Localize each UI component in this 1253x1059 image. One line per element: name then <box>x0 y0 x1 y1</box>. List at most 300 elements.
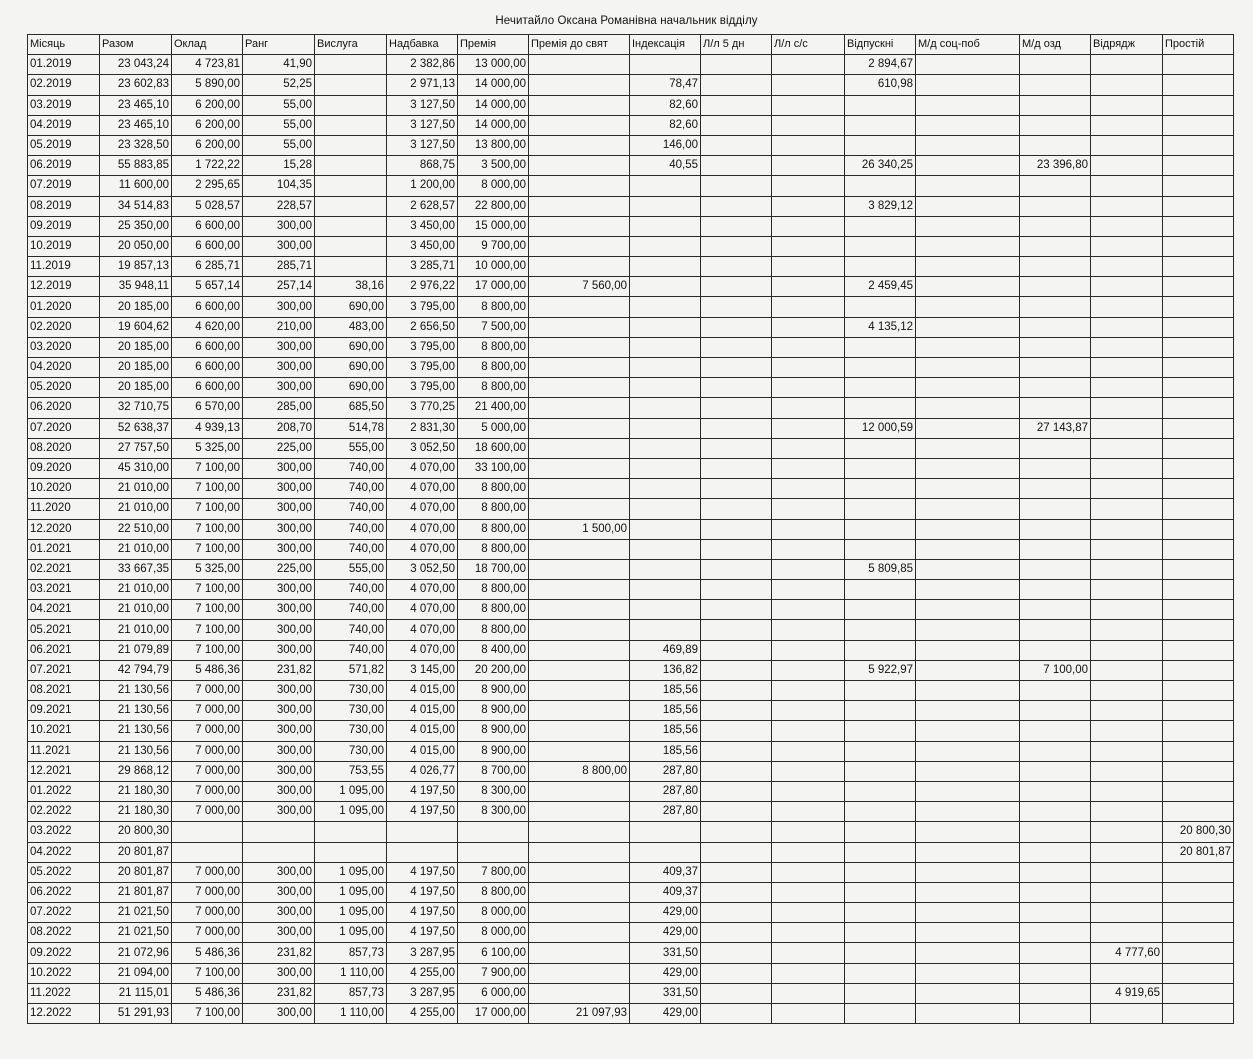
table-cell <box>916 640 1020 660</box>
table-cell: 3 795,00 <box>387 297 458 317</box>
table-cell <box>772 458 845 478</box>
table-cell: 21 094,00 <box>100 963 172 983</box>
month-cell: 07.2020 <box>28 418 100 438</box>
table-cell <box>630 257 701 277</box>
table-cell <box>916 297 1020 317</box>
table-cell <box>529 458 630 478</box>
table-cell <box>529 741 630 761</box>
table-cell <box>630 580 701 600</box>
table-cell: 3 287,95 <box>387 943 458 963</box>
table-cell <box>1091 75 1163 95</box>
table-cell <box>772 1004 845 1024</box>
table-cell <box>772 115 845 135</box>
table-cell: 7 500,00 <box>458 317 529 337</box>
table-cell <box>772 317 845 337</box>
table-cell <box>845 95 916 115</box>
table-cell: 23 465,10 <box>100 115 172 135</box>
table-cell: 52 638,37 <box>100 418 172 438</box>
table-cell <box>916 943 1020 963</box>
table-cell: 7 000,00 <box>172 721 243 741</box>
table-cell <box>845 438 916 458</box>
table-cell <box>845 176 916 196</box>
table-cell: 15,28 <box>243 156 315 176</box>
table-cell: 300,00 <box>243 963 315 983</box>
table-cell <box>1163 55 1234 75</box>
table-cell <box>1091 257 1163 277</box>
table-cell <box>1020 681 1091 701</box>
table-row <box>28 822 1234 842</box>
table-cell <box>1091 882 1163 902</box>
month-cell: 04.2020 <box>28 358 100 378</box>
table-cell <box>916 842 1020 862</box>
table-cell <box>630 842 701 862</box>
table-cell <box>772 822 845 842</box>
table-cell: 8 300,00 <box>458 802 529 822</box>
table-cell: 2 894,67 <box>845 55 916 75</box>
table-cell: 7 100,00 <box>172 620 243 640</box>
table-cell <box>630 438 701 458</box>
table-cell <box>1020 458 1091 478</box>
table-cell <box>1163 882 1234 902</box>
table-cell <box>772 660 845 680</box>
table-cell <box>1091 802 1163 822</box>
table-cell <box>1091 55 1163 75</box>
table-cell: 21 021,50 <box>100 903 172 923</box>
table-cell: 300,00 <box>243 479 315 499</box>
table-cell <box>916 196 1020 216</box>
column-header: Вислуга <box>315 35 387 55</box>
table-cell <box>845 640 916 660</box>
table-cell <box>529 559 630 579</box>
table-cell: 300,00 <box>243 236 315 256</box>
table-cell: 7 000,00 <box>172 701 243 721</box>
table-cell: 21 072,96 <box>100 943 172 963</box>
table-cell: 225,00 <box>243 559 315 579</box>
table-cell <box>1020 721 1091 741</box>
table-cell <box>1020 580 1091 600</box>
table-cell: 20 801,87 <box>100 862 172 882</box>
table-cell: 8 900,00 <box>458 701 529 721</box>
table-cell <box>315 135 387 155</box>
month-cell: 03.2021 <box>28 580 100 600</box>
table-cell: 4 939,13 <box>172 418 243 438</box>
table-cell <box>1163 317 1234 337</box>
table-cell <box>772 337 845 357</box>
table-cell: 32 710,75 <box>100 398 172 418</box>
table-cell <box>916 176 1020 196</box>
table-cell <box>845 681 916 701</box>
table-cell: 690,00 <box>315 378 387 398</box>
table-cell: 13 800,00 <box>458 135 529 155</box>
table-cell <box>916 559 1020 579</box>
table-cell <box>529 721 630 741</box>
table-row <box>28 701 1234 721</box>
table-cell <box>1020 95 1091 115</box>
table-cell <box>315 55 387 75</box>
table-cell <box>1020 297 1091 317</box>
table-cell <box>916 135 1020 155</box>
table-cell: 8 800,00 <box>458 519 529 539</box>
table-cell: 300,00 <box>243 1004 315 1024</box>
table-cell <box>1020 761 1091 781</box>
table-cell <box>701 943 772 963</box>
table-cell <box>845 963 916 983</box>
table-cell <box>1091 479 1163 499</box>
table-row <box>28 802 1234 822</box>
table-cell <box>1163 216 1234 236</box>
month-cell: 12.2021 <box>28 761 100 781</box>
table-cell: 8 800,00 <box>458 620 529 640</box>
month-cell: 12.2020 <box>28 519 100 539</box>
table-cell: 7 000,00 <box>172 903 243 923</box>
header-row <box>28 35 1234 55</box>
table-row <box>28 963 1234 983</box>
table-cell: 4 197,50 <box>387 781 458 801</box>
table-cell: 5 325,00 <box>172 438 243 458</box>
table-cell: 20 185,00 <box>100 337 172 357</box>
month-cell: 05.2019 <box>28 135 100 155</box>
table-cell <box>916 681 1020 701</box>
table-row <box>28 923 1234 943</box>
table-cell <box>701 216 772 236</box>
table-cell: 857,73 <box>315 943 387 963</box>
table-cell: 14 000,00 <box>458 95 529 115</box>
table-cell: 4 197,50 <box>387 923 458 943</box>
table-cell <box>1091 337 1163 357</box>
table-cell <box>1091 95 1163 115</box>
table-cell <box>1020 781 1091 801</box>
table-cell <box>845 499 916 519</box>
table-cell: 45 310,00 <box>100 458 172 478</box>
column-header: Місяць <box>28 35 100 55</box>
table-cell <box>701 741 772 761</box>
table-cell <box>243 842 315 862</box>
table-cell <box>772 620 845 640</box>
table-row <box>28 196 1234 216</box>
month-cell: 03.2019 <box>28 95 100 115</box>
table-cell: 13 000,00 <box>458 55 529 75</box>
table-cell <box>701 95 772 115</box>
table-cell: 4 026,77 <box>387 761 458 781</box>
table-cell: 3 052,50 <box>387 438 458 458</box>
table-cell: 287,80 <box>630 781 701 801</box>
table-cell <box>1163 903 1234 923</box>
table-cell: 55,00 <box>243 95 315 115</box>
table-cell <box>701 539 772 559</box>
table-cell <box>701 862 772 882</box>
table-cell <box>845 297 916 317</box>
table-cell <box>772 721 845 741</box>
table-cell: 8 000,00 <box>458 923 529 943</box>
table-cell <box>772 418 845 438</box>
table-cell <box>772 580 845 600</box>
table-cell: 20 801,87 <box>1163 842 1234 862</box>
table-cell: 20 185,00 <box>100 378 172 398</box>
table-cell: 4 197,50 <box>387 903 458 923</box>
table-cell <box>1091 277 1163 297</box>
table-cell <box>916 862 1020 882</box>
table-cell <box>1163 983 1234 1003</box>
table-cell: 52,25 <box>243 75 315 95</box>
table-cell: 4 723,81 <box>172 55 243 75</box>
table-cell: 6 200,00 <box>172 135 243 155</box>
table-cell <box>701 802 772 822</box>
table-cell <box>772 499 845 519</box>
table-cell: 740,00 <box>315 580 387 600</box>
table-cell: 21 021,50 <box>100 923 172 943</box>
table-cell: 2 295,65 <box>172 176 243 196</box>
table-cell <box>772 943 845 963</box>
table-cell: 21 801,87 <box>100 882 172 902</box>
table-cell: 685,50 <box>315 398 387 418</box>
table-cell: 185,56 <box>630 721 701 741</box>
table-cell <box>1163 862 1234 882</box>
table-cell <box>529 196 630 216</box>
table-cell: 27 757,50 <box>100 438 172 458</box>
table-cell <box>1020 862 1091 882</box>
month-cell: 05.2022 <box>28 862 100 882</box>
table-cell <box>916 216 1020 236</box>
table-cell <box>630 277 701 297</box>
table-cell <box>701 458 772 478</box>
table-cell: 6 200,00 <box>172 95 243 115</box>
table-cell <box>1163 378 1234 398</box>
table-cell: 4 255,00 <box>387 1004 458 1024</box>
table-row <box>28 418 1234 438</box>
table-cell <box>1020 802 1091 822</box>
table-cell <box>772 903 845 923</box>
table-cell: 3 127,50 <box>387 95 458 115</box>
table-cell <box>1163 418 1234 438</box>
column-header: Ранг <box>243 35 315 55</box>
table-cell <box>916 236 1020 256</box>
month-cell: 01.2019 <box>28 55 100 75</box>
table-cell <box>1163 277 1234 297</box>
month-cell: 06.2021 <box>28 640 100 660</box>
table-cell: 4 015,00 <box>387 741 458 761</box>
table-cell <box>916 317 1020 337</box>
table-cell: 287,80 <box>630 802 701 822</box>
table-cell <box>701 842 772 862</box>
table-cell <box>529 539 630 559</box>
table-cell <box>701 196 772 216</box>
table-cell <box>701 781 772 801</box>
table-cell <box>701 236 772 256</box>
month-cell: 07.2019 <box>28 176 100 196</box>
table-cell <box>772 741 845 761</box>
table-cell: 300,00 <box>243 640 315 660</box>
table-cell <box>845 943 916 963</box>
table-cell: 690,00 <box>315 358 387 378</box>
table-cell <box>630 822 701 842</box>
table-cell <box>1163 297 1234 317</box>
table-cell <box>529 983 630 1003</box>
table-cell: 4 620,00 <box>172 317 243 337</box>
table-cell: 6 000,00 <box>458 983 529 1003</box>
table-cell: 3 450,00 <box>387 216 458 236</box>
table-cell <box>529 640 630 660</box>
table-cell: 483,00 <box>315 317 387 337</box>
table-cell <box>701 983 772 1003</box>
table-cell <box>529 378 630 398</box>
table-cell <box>845 741 916 761</box>
table-row <box>28 479 1234 499</box>
column-header: Надбавка <box>387 35 458 55</box>
table-cell: 7 560,00 <box>529 277 630 297</box>
table-cell: 8 800,00 <box>458 499 529 519</box>
table-cell <box>845 600 916 620</box>
table-cell <box>701 923 772 943</box>
table-cell: 20 185,00 <box>100 297 172 317</box>
table-cell: 23 602,83 <box>100 75 172 95</box>
table-cell: 6 100,00 <box>458 943 529 963</box>
table-cell: 300,00 <box>243 802 315 822</box>
table-row <box>28 75 1234 95</box>
table-cell: 7 100,00 <box>172 580 243 600</box>
column-header: М/д озд <box>1020 35 1091 55</box>
table-cell <box>916 802 1020 822</box>
table-cell <box>1163 479 1234 499</box>
table-row <box>28 983 1234 1003</box>
table-cell <box>1020 822 1091 842</box>
table-cell: 285,71 <box>243 257 315 277</box>
table-cell <box>1020 741 1091 761</box>
table-cell <box>1020 1004 1091 1024</box>
table-cell <box>1091 963 1163 983</box>
table-cell: 7 800,00 <box>458 862 529 882</box>
table-cell: 300,00 <box>243 781 315 801</box>
table-cell: 8 800,00 <box>458 479 529 499</box>
table-cell: 4 015,00 <box>387 721 458 741</box>
table-cell <box>630 620 701 640</box>
table-cell <box>630 236 701 256</box>
table-row <box>28 943 1234 963</box>
month-cell: 09.2020 <box>28 458 100 478</box>
table-cell: 22 800,00 <box>458 196 529 216</box>
column-header: Л/л 5 дн <box>701 35 772 55</box>
table-cell <box>701 660 772 680</box>
table-row <box>28 640 1234 660</box>
table-cell <box>772 882 845 902</box>
table-cell <box>529 781 630 801</box>
table-cell <box>1020 842 1091 862</box>
table-cell <box>172 842 243 862</box>
table-cell <box>1020 519 1091 539</box>
table-cell <box>701 822 772 842</box>
table-cell <box>1091 236 1163 256</box>
table-cell <box>701 559 772 579</box>
table-cell <box>845 903 916 923</box>
table-cell <box>1091 135 1163 155</box>
table-cell <box>1091 358 1163 378</box>
table-cell: 8 300,00 <box>458 781 529 801</box>
table-row <box>28 378 1234 398</box>
table-cell: 690,00 <box>315 337 387 357</box>
table-cell <box>845 781 916 801</box>
month-cell: 04.2021 <box>28 600 100 620</box>
table-cell: 7 000,00 <box>172 781 243 801</box>
table-cell: 29 868,12 <box>100 761 172 781</box>
table-cell <box>916 75 1020 95</box>
table-cell: 5 325,00 <box>172 559 243 579</box>
table-cell: 82,60 <box>630 115 701 135</box>
table-cell: 228,57 <box>243 196 315 216</box>
table-cell <box>630 458 701 478</box>
table-cell <box>315 75 387 95</box>
table-cell: 15 000,00 <box>458 216 529 236</box>
table-cell <box>845 236 916 256</box>
table-cell <box>845 580 916 600</box>
table-cell <box>701 398 772 418</box>
table-cell <box>845 822 916 842</box>
table-cell <box>529 55 630 75</box>
table-cell: 6 600,00 <box>172 297 243 317</box>
table-cell <box>916 721 1020 741</box>
table-cell <box>701 600 772 620</box>
table-cell <box>916 115 1020 135</box>
table-cell: 17 000,00 <box>458 277 529 297</box>
month-cell: 11.2022 <box>28 983 100 1003</box>
table-cell <box>1091 640 1163 660</box>
table-cell: 2 459,45 <box>845 277 916 297</box>
table-cell <box>845 479 916 499</box>
month-cell: 08.2020 <box>28 438 100 458</box>
table-cell: 2 976,22 <box>387 277 458 297</box>
table-cell: 4 070,00 <box>387 620 458 640</box>
table-cell: 1 722,22 <box>172 156 243 176</box>
table-cell: 300,00 <box>243 903 315 923</box>
table-cell: 6 200,00 <box>172 115 243 135</box>
month-cell: 02.2020 <box>28 317 100 337</box>
table-cell: 21 010,00 <box>100 539 172 559</box>
table-cell <box>701 701 772 721</box>
table-cell: 7 100,00 <box>172 963 243 983</box>
table-cell <box>315 822 387 842</box>
table-row <box>28 358 1234 378</box>
table-cell <box>1091 862 1163 882</box>
table-cell: 4 070,00 <box>387 580 458 600</box>
table-cell <box>772 176 845 196</box>
month-cell: 10.2021 <box>28 721 100 741</box>
table-cell: 7 100,00 <box>172 479 243 499</box>
table-cell <box>630 358 701 378</box>
table-cell: 3 450,00 <box>387 236 458 256</box>
table-cell <box>701 317 772 337</box>
table-cell <box>701 882 772 902</box>
table-cell <box>1020 398 1091 418</box>
table-cell <box>1163 75 1234 95</box>
table-cell <box>1163 660 1234 680</box>
table-cell: 8 700,00 <box>458 761 529 781</box>
table-cell: 146,00 <box>630 135 701 155</box>
table-cell <box>1020 236 1091 256</box>
table-cell: 8 000,00 <box>458 176 529 196</box>
table-cell <box>772 156 845 176</box>
table-row <box>28 438 1234 458</box>
table-cell <box>916 580 1020 600</box>
table-cell <box>701 963 772 983</box>
table-cell: 6 570,00 <box>172 398 243 418</box>
table-cell <box>1091 721 1163 741</box>
table-cell <box>916 358 1020 378</box>
table-cell: 3 500,00 <box>458 156 529 176</box>
table-cell: 25 350,00 <box>100 216 172 236</box>
table-cell <box>1163 681 1234 701</box>
table-cell <box>1020 135 1091 155</box>
table-cell <box>1020 539 1091 559</box>
table-cell <box>529 479 630 499</box>
table-cell: 429,00 <box>630 923 701 943</box>
